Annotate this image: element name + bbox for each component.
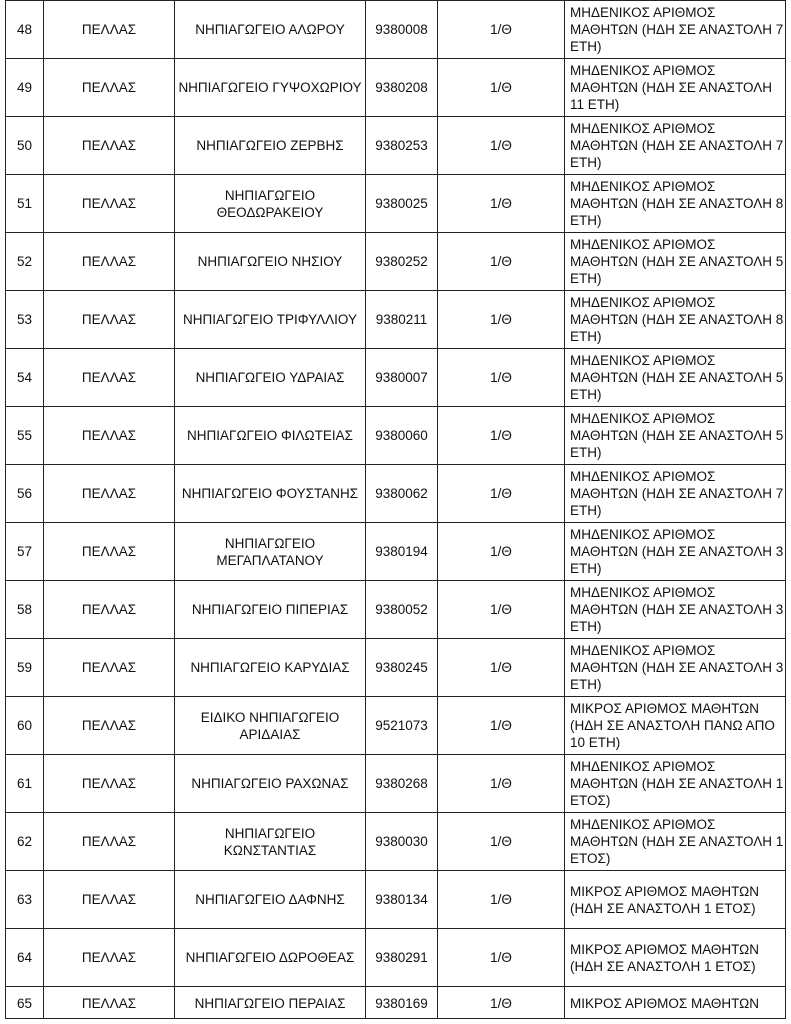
table-row [6, 175, 786, 233]
suspension-reason-cell: ΜΗΔΕΝΙΚΟΣ ΑΡΙΘΜΟΣ ΜΑΘΗΤΩΝ (ΗΔΗ ΣΕ ΑΝΑΣΤΟΛΗ 5 ΕΤΗ) [565, 349, 786, 407]
school-name-cell: ΝΗΠΙΑΓΩΓΕΙΟ ΘΕΟΔΩΡΑΚΕΙΟΥ [175, 175, 366, 233]
row-number: 56 [6, 465, 44, 523]
table-row [6, 1, 786, 59]
prefecture-cell: ΠΕΛΛΑΣ [44, 755, 175, 813]
row-number: 53 [6, 291, 44, 349]
school-type-cell: 1/Θ [438, 407, 565, 465]
school-name-cell: ΝΗΠΙΑΓΩΓΕΙΟ ΦΟΥΣΤΑΝΗΣ [175, 465, 366, 523]
suspension-reason-cell: ΜΗΔΕΝΙΚΟΣ ΑΡΙΘΜΟΣ ΜΑΘΗΤΩΝ (ΗΔΗ ΣΕ ΑΝΑΣΤΟΛΗ 1 ΕΤΟΣ) [565, 813, 786, 871]
table-row [6, 929, 786, 987]
school-name-cell: ΕΙΔΙΚΟ ΝΗΠΙΑΓΩΓΕΙΟ ΑΡΙΔΑΙΑΣ [175, 697, 366, 755]
school-code-cell: 9380252 [366, 233, 438, 291]
school-code-cell: 9380007 [366, 349, 438, 407]
prefecture-cell: ΠΕΛΛΑΣ [44, 523, 175, 581]
school-name-cell: ΝΗΠΙΑΓΩΓΕΙΟ ΔΩΡΟΘΕΑΣ [175, 929, 366, 987]
table-row [6, 813, 786, 871]
suspension-reason-cell: ΜΗΔΕΝΙΚΟΣ ΑΡΙΘΜΟΣ ΜΑΘΗΤΩΝ (ΗΔΗ ΣΕ ΑΝΑΣΤΟΛΗ 7 ΕΤΗ) [565, 1, 786, 59]
school-type-cell: 1/Θ [438, 813, 565, 871]
table-row [6, 291, 786, 349]
suspension-reason-cell: ΜΗΔΕΝΙΚΟΣ ΑΡΙΘΜΟΣ ΜΑΘΗΤΩΝ (ΗΔΗ ΣΕ ΑΝΑΣΤΟΛΗ 3 ΕΤΗ) [565, 523, 786, 581]
table-row [6, 697, 786, 755]
school-type-cell: 1/Θ [438, 987, 565, 1019]
school-code-cell: 9380194 [366, 523, 438, 581]
school-code-cell: 9380268 [366, 755, 438, 813]
row-number: 63 [6, 871, 44, 929]
prefecture-cell: ΠΕΛΛΑΣ [44, 175, 175, 233]
school-name-cell: ΝΗΠΙΑΓΩΓΕΙΟ ΔΑΦΝΗΣ [175, 871, 366, 929]
school-code-cell: 9380030 [366, 813, 438, 871]
row-number: 65 [6, 987, 44, 1019]
school-name-cell: ΝΗΠΙΑΓΩΓΕΙΟ ΚΑΡΥΔΙΑΣ [175, 639, 366, 697]
row-number: 59 [6, 639, 44, 697]
prefecture-cell: ΠΕΛΛΑΣ [44, 929, 175, 987]
suspension-reason-cell: ΜΗΔΕΝΙΚΟΣ ΑΡΙΘΜΟΣ ΜΑΘΗΤΩΝ (ΗΔΗ ΣΕ ΑΝΑΣΤΟΛΗ 8 ΕΤΗ) [565, 291, 786, 349]
row-number: 51 [6, 175, 44, 233]
prefecture-cell: ΠΕΛΛΑΣ [44, 581, 175, 639]
table-row [6, 523, 786, 581]
row-number: 48 [6, 1, 44, 59]
row-number: 49 [6, 59, 44, 117]
school-type-cell: 1/Θ [438, 755, 565, 813]
suspension-reason-cell: ΜΗΔΕΝΙΚΟΣ ΑΡΙΘΜΟΣ ΜΑΘΗΤΩΝ (ΗΔΗ ΣΕ ΑΝΑΣΤΟΛΗ 1 ΕΤΟΣ) [565, 755, 786, 813]
school-name-cell: ΝΗΠΙΑΓΩΓΕΙΟ ΜΕΓΑΠΛΑΤΑΝΟΥ [175, 523, 366, 581]
prefecture-cell: ΠΕΛΛΑΣ [44, 233, 175, 291]
row-number: 62 [6, 813, 44, 871]
table-row [6, 639, 786, 697]
school-code-cell: 9380211 [366, 291, 438, 349]
suspension-reason-cell: ΜΗΔΕΝΙΚΟΣ ΑΡΙΘΜΟΣ ΜΑΘΗΤΩΝ (ΗΔΗ ΣΕ ΑΝΑΣΤΟΛΗ 3 ΕΤΗ) [565, 639, 786, 697]
school-type-cell: 1/Θ [438, 523, 565, 581]
school-name-cell: ΝΗΠΙΑΓΩΓΕΙΟ ΓΥΨΟΧΩΡΙΟΥ [175, 59, 366, 117]
school-code-cell: 9380134 [366, 871, 438, 929]
suspension-reason-cell: ΜΙΚΡΟΣ ΑΡΙΘΜΟΣ ΜΑΘΗΤΩΝ [565, 987, 786, 1019]
school-code-cell: 9380253 [366, 117, 438, 175]
prefecture-cell: ΠΕΛΛΑΣ [44, 59, 175, 117]
row-number: 60 [6, 697, 44, 755]
school-name-cell: ΝΗΠΙΑΓΩΓΕΙΟ ΥΔΡΑΙΑΣ [175, 349, 366, 407]
school-code-cell: 9380052 [366, 581, 438, 639]
suspension-reason-cell: ΜΗΔΕΝΙΚΟΣ ΑΡΙΘΜΟΣ ΜΑΘΗΤΩΝ (ΗΔΗ ΣΕ ΑΝΑΣΤΟΛΗ 7 ΕΤΗ) [565, 465, 786, 523]
suspension-reason-cell: ΜΙΚΡΟΣ ΑΡΙΘΜΟΣ ΜΑΘΗΤΩΝ (ΗΔΗ ΣΕ ΑΝΑΣΤΟΛΗ ΠΑΝΩ ΑΠΟ 10 ΕΤΗ) [565, 697, 786, 755]
school-type-cell: 1/Θ [438, 349, 565, 407]
table-row [6, 59, 786, 117]
table-row [6, 987, 786, 1019]
prefecture-cell: ΠΕΛΛΑΣ [44, 407, 175, 465]
prefecture-cell: ΠΕΛΛΑΣ [44, 987, 175, 1019]
school-code-cell: 9380008 [366, 1, 438, 59]
suspension-reason-cell: ΜΗΔΕΝΙΚΟΣ ΑΡΙΘΜΟΣ ΜΑΘΗΤΩΝ (ΗΔΗ ΣΕ ΑΝΑΣΤΟΛΗ 5 ΕΤΗ) [565, 407, 786, 465]
row-number: 61 [6, 755, 44, 813]
table-row [6, 581, 786, 639]
school-code-cell: 9380060 [366, 407, 438, 465]
prefecture-cell: ΠΕΛΛΑΣ [44, 465, 175, 523]
school-name-cell: ΝΗΠΙΑΓΩΓΕΙΟ ΖΕΡΒΗΣ [175, 117, 366, 175]
suspension-reason-cell: ΜΗΔΕΝΙΚΟΣ ΑΡΙΘΜΟΣ ΜΑΘΗΤΩΝ (ΗΔΗ ΣΕ ΑΝΑΣΤΟΛΗ 11 ΕΤΗ) [565, 59, 786, 117]
suspension-reason-cell: ΜΗΔΕΝΙΚΟΣ ΑΡΙΘΜΟΣ ΜΑΘΗΤΩΝ (ΗΔΗ ΣΕ ΑΝΑΣΤΟΛΗ 3 ΕΤΗ) [565, 581, 786, 639]
school-code-cell: 9380062 [366, 465, 438, 523]
school-type-cell: 1/Θ [438, 871, 565, 929]
row-number: 58 [6, 581, 44, 639]
row-number: 50 [6, 117, 44, 175]
school-code-cell: 9380245 [366, 639, 438, 697]
school-name-cell: ΝΗΠΙΑΓΩΓΕΙΟ ΠΙΠΕΡΙΑΣ [175, 581, 366, 639]
schools-table [5, 0, 786, 1019]
suspension-reason-cell: ΜΙΚΡΟΣ ΑΡΙΘΜΟΣ ΜΑΘΗΤΩΝ (ΗΔΗ ΣΕ ΑΝΑΣΤΟΛΗ 1 ΕΤΟΣ) [565, 871, 786, 929]
school-type-cell: 1/Θ [438, 465, 565, 523]
school-code-cell: 9380169 [366, 987, 438, 1019]
table-row [6, 117, 786, 175]
suspension-reason-cell: ΜΙΚΡΟΣ ΑΡΙΘΜΟΣ ΜΑΘΗΤΩΝ (ΗΔΗ ΣΕ ΑΝΑΣΤΟΛΗ 1 ΕΤΟΣ) [565, 929, 786, 987]
table-row [6, 407, 786, 465]
prefecture-cell: ΠΕΛΛΑΣ [44, 813, 175, 871]
suspension-reason-cell: ΜΗΔΕΝΙΚΟΣ ΑΡΙΘΜΟΣ ΜΑΘΗΤΩΝ (ΗΔΗ ΣΕ ΑΝΑΣΤΟΛΗ 5 ΕΤΗ) [565, 233, 786, 291]
school-type-cell: 1/Θ [438, 59, 565, 117]
school-name-cell: ΝΗΠΙΑΓΩΓΕΙΟ ΠΕΡΑΙΑΣ [175, 987, 366, 1019]
prefecture-cell: ΠΕΛΛΑΣ [44, 697, 175, 755]
suspension-reason-cell: ΜΗΔΕΝΙΚΟΣ ΑΡΙΘΜΟΣ ΜΑΘΗΤΩΝ (ΗΔΗ ΣΕ ΑΝΑΣΤΟΛΗ 7 ΕΤΗ) [565, 117, 786, 175]
school-type-cell: 1/Θ [438, 175, 565, 233]
prefecture-cell: ΠΕΛΛΑΣ [44, 1, 175, 59]
school-name-cell: ΝΗΠΙΑΓΩΓΕΙΟ ΡΑΧΩΝΑΣ [175, 755, 366, 813]
school-code-cell: 9521073 [366, 697, 438, 755]
table-row [6, 349, 786, 407]
school-name-cell: ΝΗΠΙΑΓΩΓΕΙΟ ΦΙΛΩΤΕΙΑΣ [175, 407, 366, 465]
school-name-cell: ΝΗΠΙΑΓΩΓΕΙΟ ΑΛΩΡΟΥ [175, 1, 366, 59]
table-row [6, 755, 786, 813]
row-number: 57 [6, 523, 44, 581]
prefecture-cell: ΠΕΛΛΑΣ [44, 117, 175, 175]
row-number: 54 [6, 349, 44, 407]
school-type-cell: 1/Θ [438, 697, 565, 755]
school-code-cell: 9380291 [366, 929, 438, 987]
row-number: 55 [6, 407, 44, 465]
prefecture-cell: ΠΕΛΛΑΣ [44, 871, 175, 929]
school-type-cell: 1/Θ [438, 291, 565, 349]
school-type-cell: 1/Θ [438, 639, 565, 697]
prefecture-cell: ΠΕΛΛΑΣ [44, 639, 175, 697]
prefecture-cell: ΠΕΛΛΑΣ [44, 349, 175, 407]
school-type-cell: 1/Θ [438, 117, 565, 175]
prefecture-cell: ΠΕΛΛΑΣ [44, 291, 175, 349]
school-name-cell: ΝΗΠΙΑΓΩΓΕΙΟ ΚΩΝΣΤΑΝΤΙΑΣ [175, 813, 366, 871]
row-number: 52 [6, 233, 44, 291]
school-code-cell: 9380025 [366, 175, 438, 233]
school-code-cell: 9380208 [366, 59, 438, 117]
table-row [6, 871, 786, 929]
school-type-cell: 1/Θ [438, 1, 565, 59]
school-name-cell: ΝΗΠΙΑΓΩΓΕΙΟ ΝΗΣΙΟΥ [175, 233, 366, 291]
school-name-cell: ΝΗΠΙΑΓΩΓΕΙΟ ΤΡΙΦΥΛΛΙΟΥ [175, 291, 366, 349]
table-body [6, 1, 786, 1019]
table-row [6, 465, 786, 523]
school-type-cell: 1/Θ [438, 233, 565, 291]
row-number: 64 [6, 929, 44, 987]
suspension-reason-cell: ΜΗΔΕΝΙΚΟΣ ΑΡΙΘΜΟΣ ΜΑΘΗΤΩΝ (ΗΔΗ ΣΕ ΑΝΑΣΤΟΛΗ 8 ΕΤΗ) [565, 175, 786, 233]
school-type-cell: 1/Θ [438, 581, 565, 639]
table-row [6, 233, 786, 291]
school-type-cell: 1/Θ [438, 929, 565, 987]
